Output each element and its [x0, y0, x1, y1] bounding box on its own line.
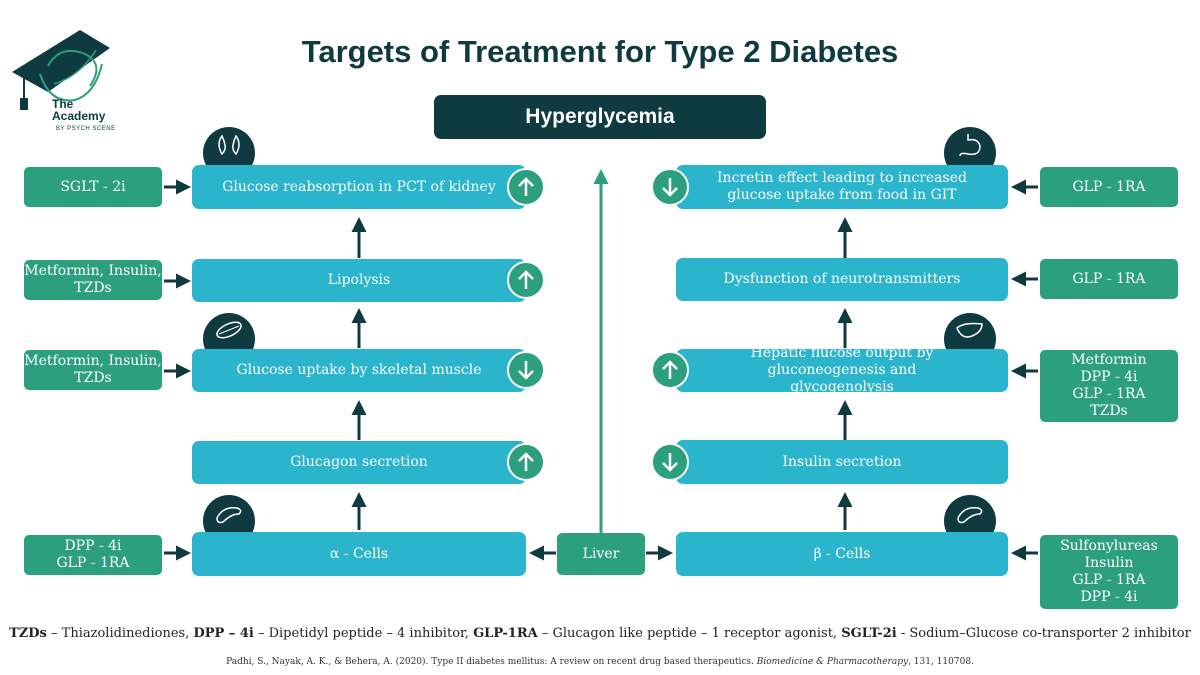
citation: Padhi, S., Nayak, A. K., & Behera, A. (2020). Type II diabetes mellitus: A review on recent drug based therapeutics. Biomedicine & Pharmacotherapy, 131, 110708. [226, 657, 974, 667]
step-lipolysis: Lipolysis [192, 259, 526, 302]
step-neurotransmitters: Dysfunction of neurotransmitters [676, 258, 1008, 301]
drug-box-alpha-cells: DPP - 4i GLP - 1RA [24, 535, 162, 575]
step-incretin-effect: Incretin effect leading to increased glucose uptake from food in GIT [676, 165, 1008, 209]
abbreviations-legend: TZDs – Thiazolidinediones, DPP – 4i – Dipetidyl peptide – 4 inhibitor, GLP-1RA – Glucagon like peptide – 1 receptor agonist, SGLT-2i - Sodium–Glucose co-transporter 2 inhibitor [9, 626, 1191, 641]
arrow-up-icon [507, 261, 545, 299]
step-alpha-cells: α - Cells [192, 532, 526, 576]
liver-box: Liver [557, 533, 645, 575]
drug-box-hepatic: Metformin DPP - 4i GLP - 1RA TZDs [1040, 350, 1178, 422]
logo-subtitle: BY PSYCH SCENE [56, 126, 116, 132]
step-beta-cells: β - Cells [676, 532, 1008, 576]
arrow-up-icon [507, 443, 545, 481]
arrow-down-icon [651, 443, 689, 481]
step-insulin-secretion: Insulin secretion [676, 440, 1008, 484]
drug-box-neurotransmitters: GLP - 1RA [1040, 259, 1178, 299]
drug-box-beta-cells: Sulfonylureas Insulin GLP - 1RA DPP - 4i [1040, 535, 1178, 609]
logo-brand: The Academy [52, 97, 106, 123]
arrow-up-icon [651, 351, 689, 389]
drug-box-muscle: Metformin, Insulin, TZDs [24, 350, 162, 390]
hyperglycemia-box: Hyperglycemia [434, 95, 766, 139]
arrow-down-icon [651, 168, 689, 206]
arrow-down-icon [507, 351, 545, 389]
step-hepatic-glucose-output: Hepatic flucose output by gluconeogenesis and glycogenolysis [676, 349, 1008, 392]
step-glucose-uptake-muscle: Glucose uptake by skeletal muscle [192, 349, 526, 392]
drug-box-sglt2i: SGLT - 2i [24, 167, 162, 207]
page-title: Targets of Treatment for Type 2 Diabetes [301, 34, 899, 69]
step-glucose-reabsorption: Glucose reabsorption in PCT of kidney [192, 165, 526, 209]
step-glucagon-secretion: Glucagon secretion [192, 441, 526, 484]
drug-box-lipolysis: Metformin, Insulin, TZDs [24, 260, 162, 300]
arrow-up-icon [507, 168, 545, 206]
drug-box-incretin: GLP - 1RA [1040, 167, 1178, 207]
